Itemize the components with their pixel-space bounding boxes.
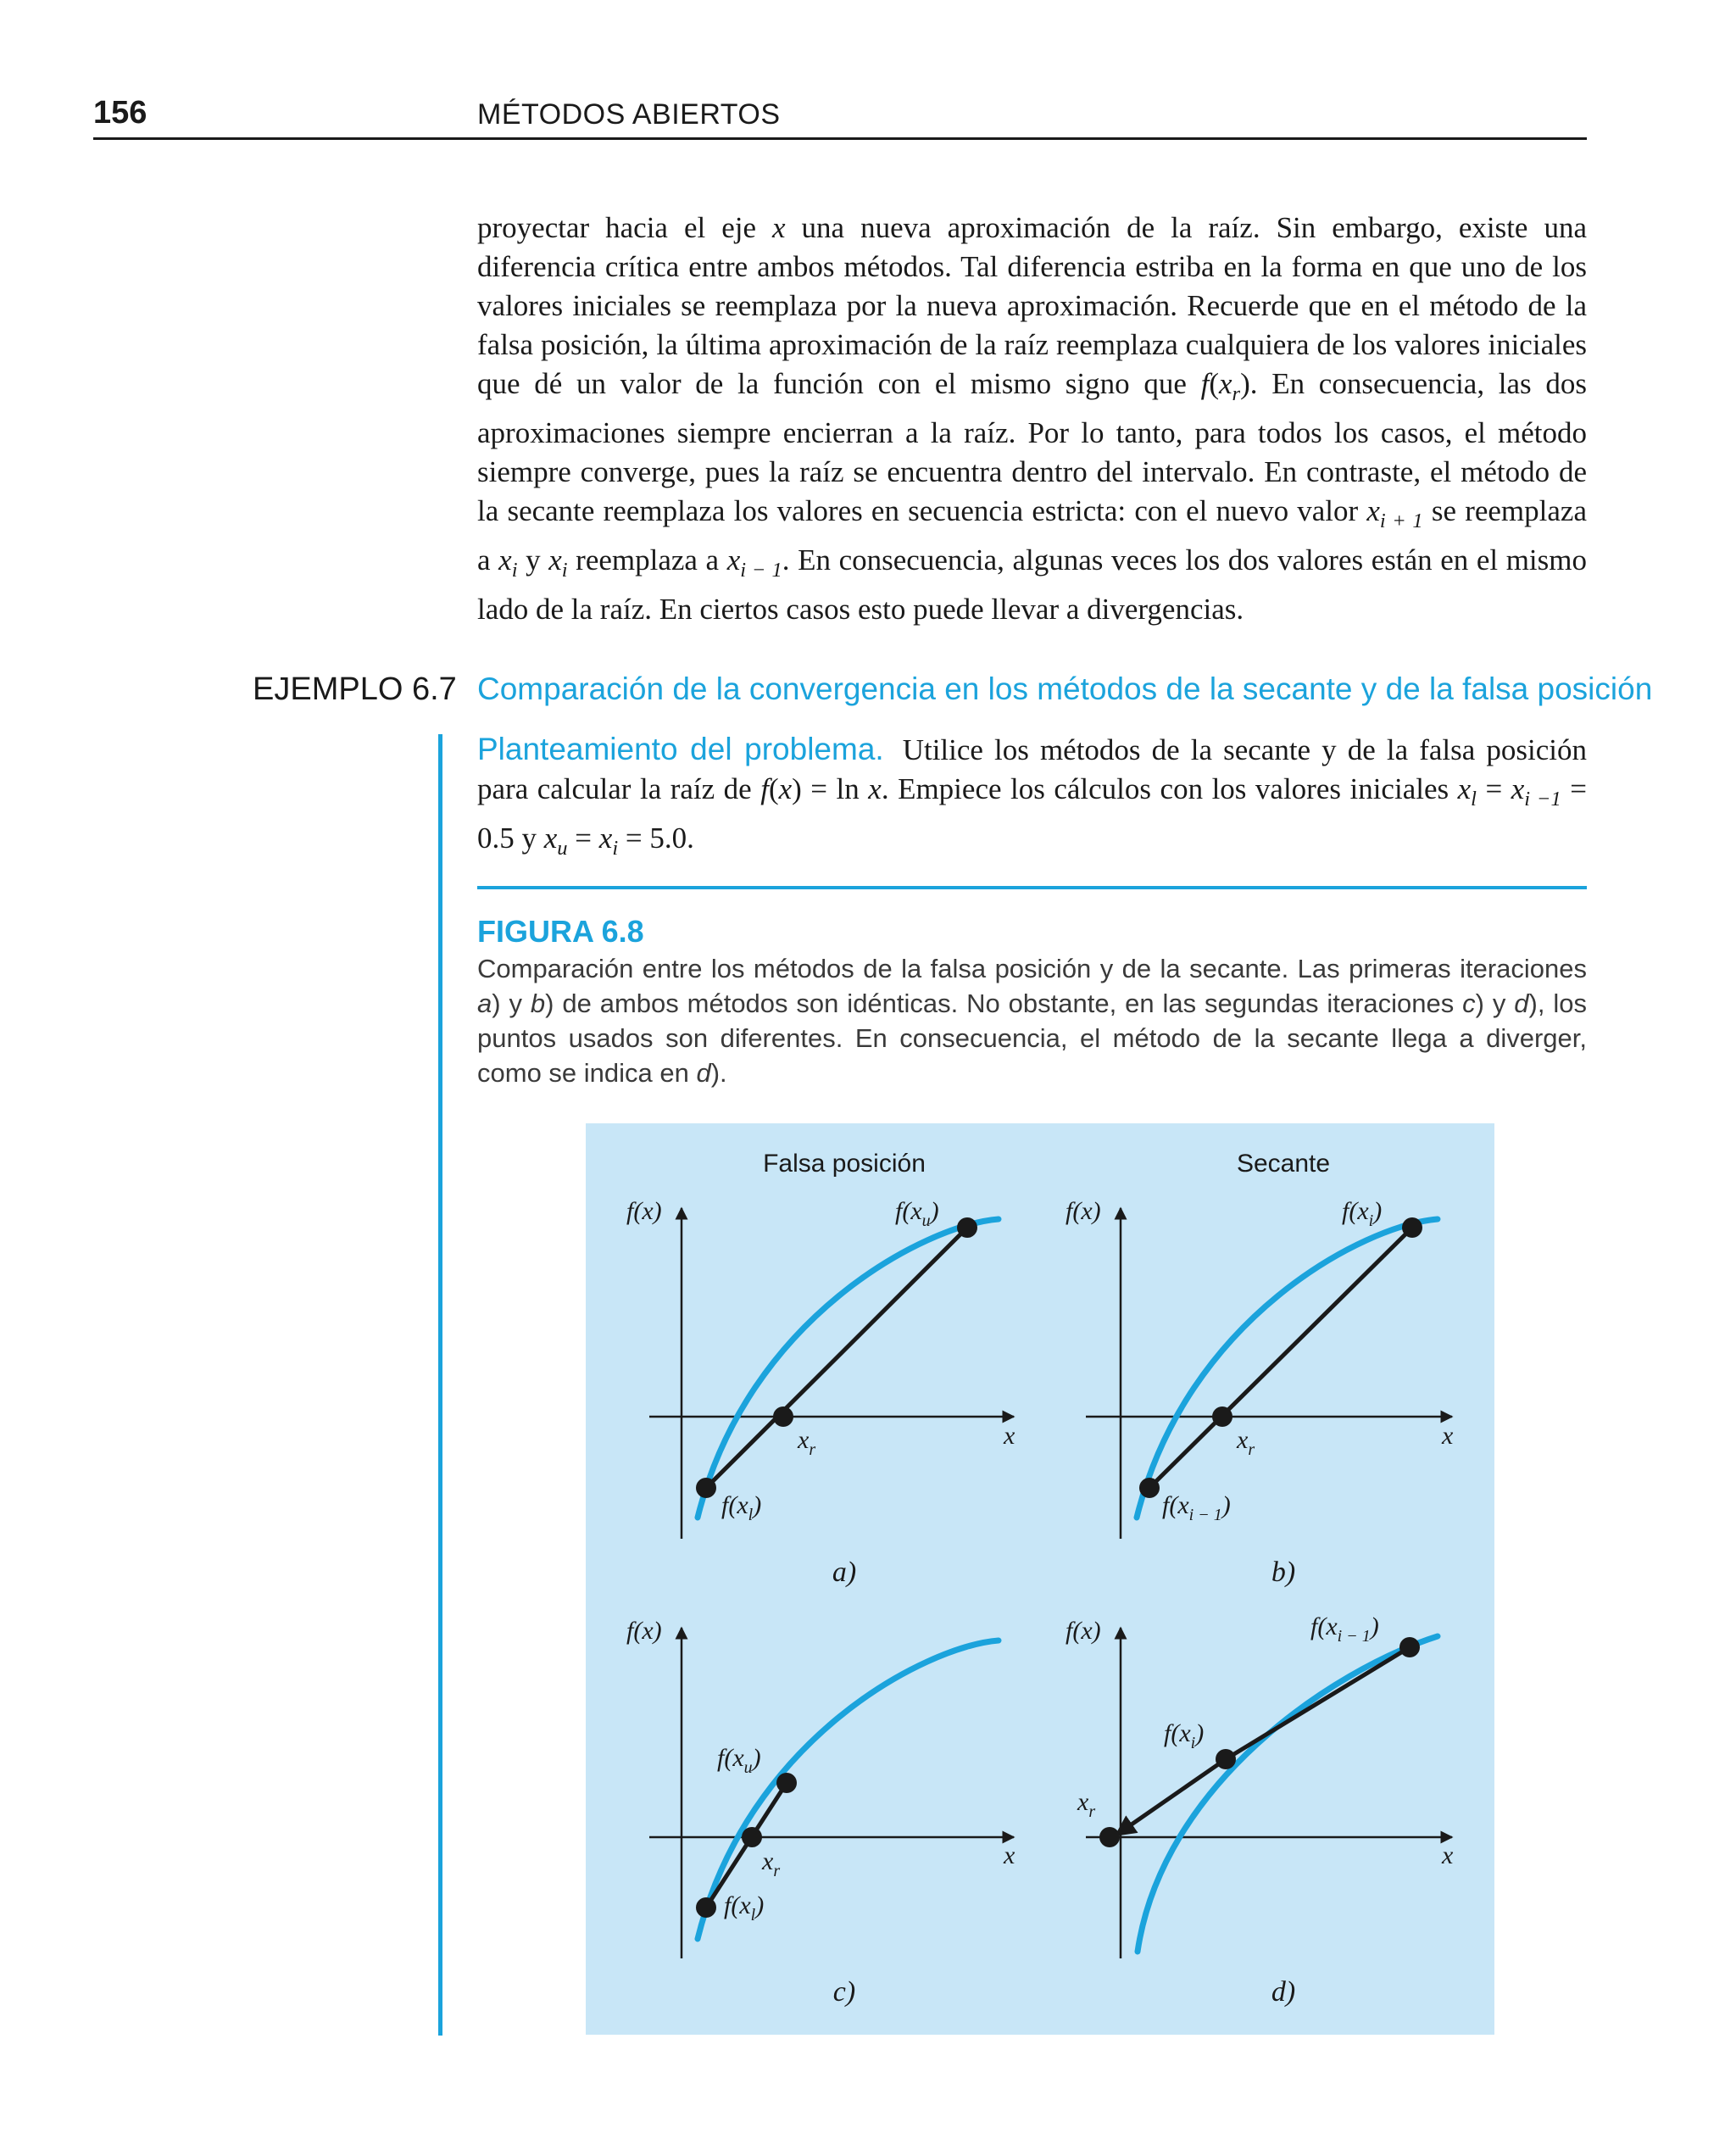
x-axis-label: x bbox=[1004, 1422, 1015, 1450]
col-title-falsa-posicion: Falsa posición bbox=[763, 1150, 926, 1178]
x-axis-label: x bbox=[1442, 1422, 1454, 1450]
paragraph-text: proyectar hacia el eje x una nueva aproximación de la raíz. Sin embargo, existe una diferencia crítica entre ambos métodos. Tal diferencia estriba en la forma en que uno de los valores iniciales se reemplaza por la nueva aproximación. Recuerde que en el método de la falsa posición, la última aproximación de la raíz reemplaza cualquiera de los valores iniciales que dé un valor de la función con el mismo signo que $f(x_r)$. En consecuencia, las dos aproximaciones siempre encierran a la raíz. Por lo tanto, para todos los casos, el método siempre converge, pues la raíz se encuentra dentro del intervalo. En contraste, el método de la secante reemplaza los valores en secuencia estricta: con el nuevo valor $x_{i + 1}$ se reemplaza a $x_i$ y $x_i$ reemplaza a $x_{i - 1}$. En consecuencia, algunas veces los dos valores están en el mismo lado de la raíz. En ciertos casos esto puede llevar a divergencias. bbox=[477, 211, 1587, 626]
chapter-title: MÉTODOS ABIERTOS bbox=[477, 98, 781, 131]
label-f-xl: $f(x_l)$ bbox=[721, 1491, 762, 1524]
header-rule bbox=[93, 137, 1587, 140]
example-title: Comparación de la convergencia en los métodos de la secante y de la falsa posición bbox=[477, 671, 1653, 706]
figure-label: FIGURA 6.8 bbox=[477, 914, 644, 949]
label-f-xi-1: $f(x_{i - 1})$ bbox=[1310, 1612, 1379, 1646]
panel-label-c: c) bbox=[832, 1976, 856, 2008]
figure-diagram bbox=[586, 1123, 1494, 2035]
y-axis-label: f(x) bbox=[626, 1617, 662, 1645]
problem-text: Utilice los métodos de la secante y de la falsa posición para calcular la raíz de f(x) = ln x. Empiece los cálculos con los valores iniciales $x_l = x_{i -1} = 0.5$ y $x_u = x_i = 5.0$. bbox=[477, 733, 1587, 860]
x-axis-label: x bbox=[1442, 1841, 1454, 1869]
function-curve bbox=[698, 1219, 999, 1518]
panel-label-b: b) bbox=[1271, 1557, 1296, 1588]
point-xr bbox=[1212, 1406, 1232, 1427]
label-f-xu: $f(x_u)$ bbox=[895, 1197, 939, 1230]
body-paragraph bbox=[477, 209, 1587, 629]
false-position-line bbox=[706, 1228, 967, 1488]
problem-heading: Planteamiento del problema. bbox=[477, 732, 884, 766]
page-number: 156 bbox=[93, 95, 147, 131]
point-f-xi bbox=[1402, 1217, 1422, 1238]
secant-line bbox=[1149, 1228, 1412, 1488]
figure-panel bbox=[586, 1123, 1494, 2035]
point-f-xl bbox=[696, 1897, 716, 1918]
function-curve bbox=[1137, 1219, 1438, 1518]
caption-text: Comparación entre los métodos de la falsa posición y de la secante. Las primeras iteraciones a) y b) de ambos métodos son idénticas. No obstante, en las segundas iteraciones c) y d), los puntos usados son diferentes. En consecuencia, el método de la secante llega a diverger, como se indica en d). bbox=[477, 954, 1587, 1088]
y-axis-label: f(x) bbox=[1066, 1617, 1101, 1645]
col-title-secante: Secante bbox=[1236, 1150, 1331, 1178]
y-axis-label: f(x) bbox=[626, 1197, 662, 1225]
problem-statement bbox=[477, 731, 1587, 868]
label-xr: $x_r$ bbox=[1077, 1788, 1096, 1821]
panel-label-a: a) bbox=[832, 1557, 857, 1588]
label-f-xi-1: $f(x_{i - 1})$ bbox=[1162, 1491, 1231, 1524]
point-f-xl bbox=[696, 1478, 716, 1498]
label-xr: $x_r$ bbox=[798, 1426, 816, 1459]
secant-line-upper bbox=[1226, 1647, 1410, 1759]
point-f-xi-1 bbox=[1399, 1637, 1420, 1657]
point-f-xu bbox=[957, 1217, 977, 1238]
label-xr: $x_r$ bbox=[1237, 1426, 1255, 1459]
panel-label-d: d) bbox=[1271, 1976, 1296, 2008]
label-f-xl: $f(x_l)$ bbox=[724, 1891, 765, 1924]
example-label: EJEMPLO 6.7 bbox=[253, 671, 457, 707]
point-xr bbox=[773, 1406, 793, 1427]
point-f-xi bbox=[1216, 1749, 1236, 1769]
function-curve bbox=[1138, 1636, 1438, 1952]
figure-caption bbox=[477, 951, 1587, 1090]
label-xr: $x_r$ bbox=[762, 1847, 781, 1880]
panel-a bbox=[626, 1197, 1015, 1588]
panel-b bbox=[1066, 1197, 1454, 1588]
label-f-xi: $f(x_i)$ bbox=[1342, 1197, 1383, 1230]
panel-d bbox=[1066, 1612, 1454, 2008]
figure-top-rule bbox=[477, 886, 1587, 889]
point-xr bbox=[742, 1827, 762, 1847]
panel-c bbox=[626, 1617, 1015, 2008]
label-f-xi: $f(x_i)$ bbox=[1164, 1719, 1205, 1752]
point-f-xi-1 bbox=[1139, 1478, 1160, 1498]
y-axis-label: f(x) bbox=[1066, 1197, 1101, 1225]
example-side-bar bbox=[438, 734, 442, 2036]
x-axis-label: x bbox=[1004, 1841, 1015, 1869]
label-f-xu: $f(x_u)$ bbox=[717, 1744, 761, 1777]
point-xr bbox=[1099, 1827, 1120, 1847]
point-f-xu bbox=[776, 1773, 797, 1793]
